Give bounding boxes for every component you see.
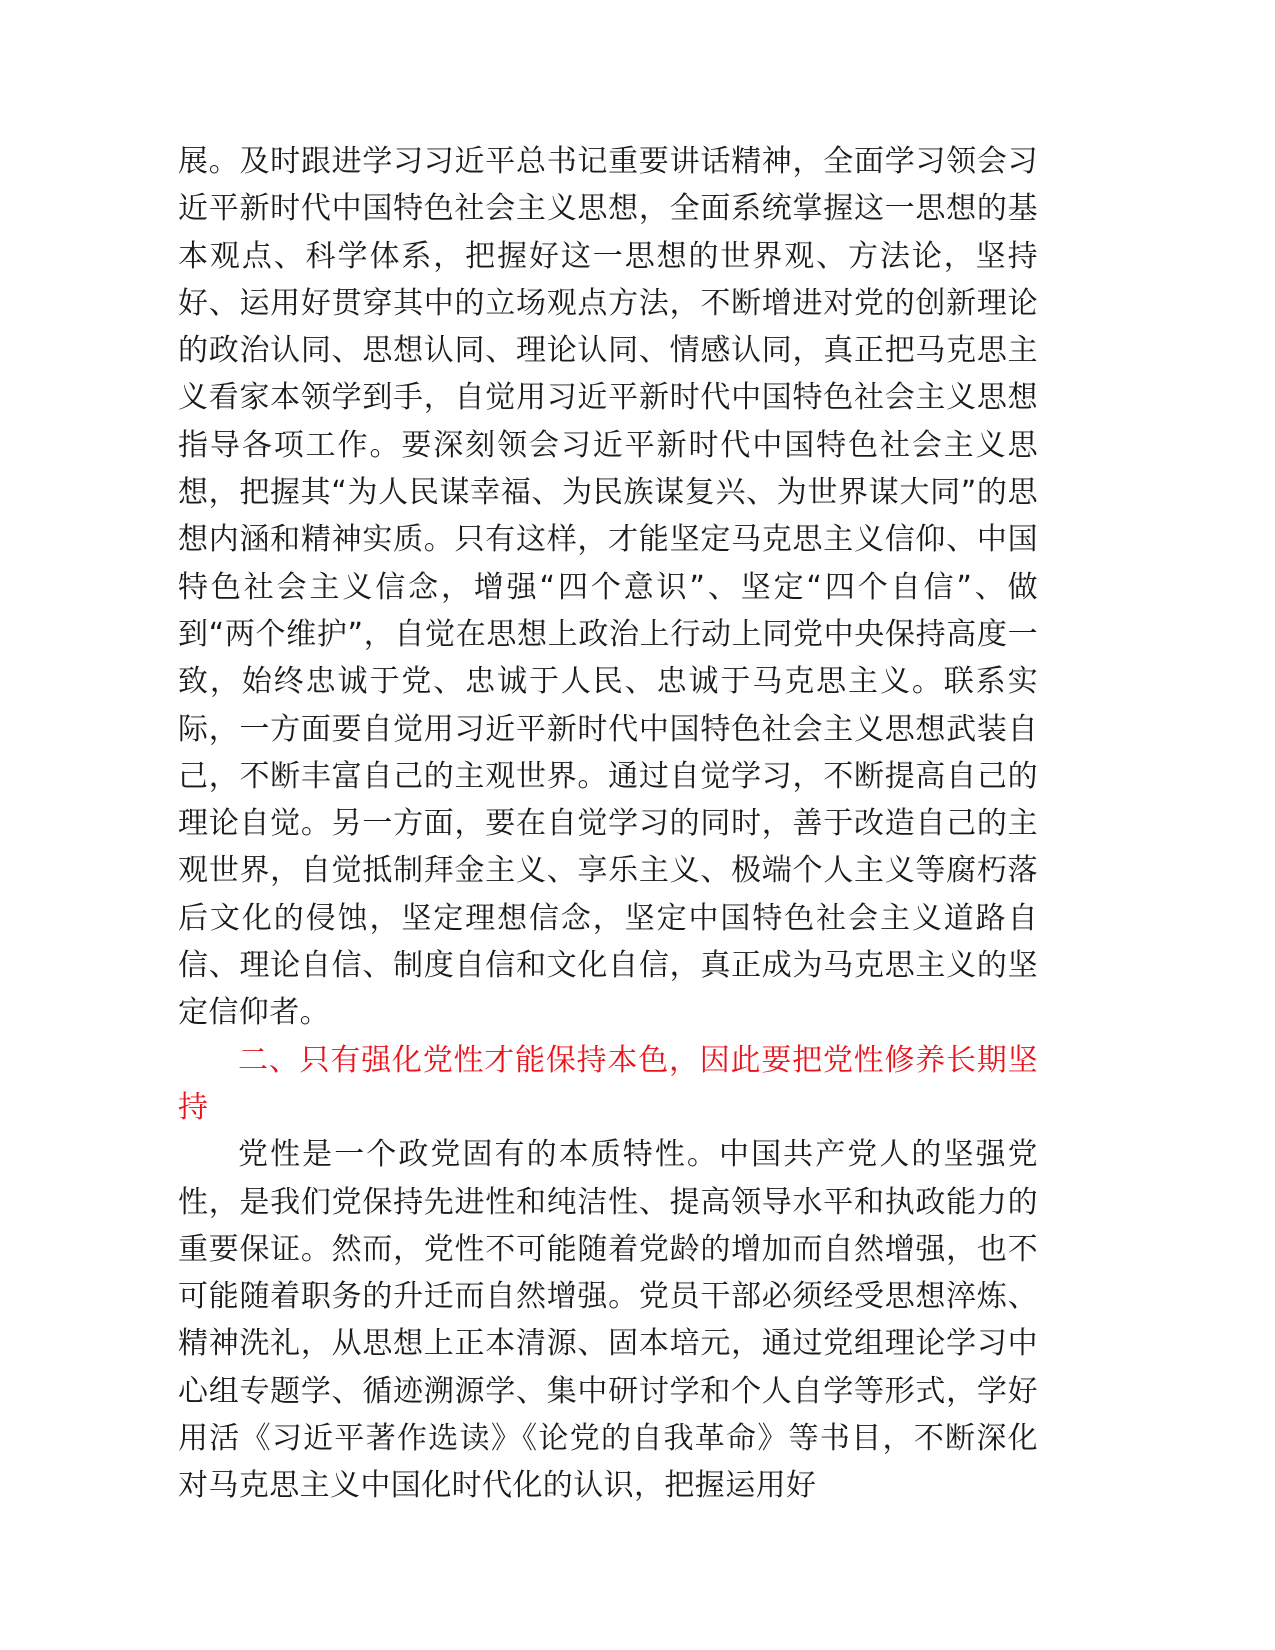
document-page (178, 138, 1038, 1510)
body-paragraph-continued: 展。及时跟进学习习近平总书记重要讲话精神，全面学习领会习近平新时代中国特色社会主义思想，全面系统掌握这一思想的基本观点、科学体系，把握好这一思想的世界观、方法论，坚持好、运用好贯穿其中的立场观点方法，不断增进对党的创新理论的政治认同、思想认同、理论认同、情感认同，真正把马克思主义看家本领学到手，自觉用习近平新时代中国特色社会主义思想指导各项工作。要深刻领会习近平新时代中国特色社会主义思想，把握其“为人民谋幸福、为民族谋复兴、为世界谋大同”的思想内涵和精神实质。只有这样，才能坚定马克思主义信仰、中国特色社会主义信念，增强“四个意识”、坚定“四个自信”、做到“两个维护”，自觉在思想上政治上行动上同党中央保持高度一致，始终忠诚于党、忠诚于人民、忠诚于马克思主义。联系实际，一方面要自觉用习近平新时代中国特色社会主义思想武装自己，不断丰富自己的主观世界。通过自觉学习，不断提高自己的理论自觉。另一方面，要在自觉学习的同时，善于改造自己的主观世界，自觉抵制拜金主义、享乐主义、极端个人主义等腐朽落后文化的侵蚀，坚定理想信念，坚定中国特色社会主义道路自信、理论自信、制度自信和文化自信，真正成为马克思主义的坚定信仰者。 (178, 144, 1038, 1031)
body-paragraph: 党性是一个政党固有的本质特性。中国共产党人的坚强党性，是我们党保持先进性和纯洁性、提高领导水平和执政能力的重要保证。然而，党性不可能随着党龄的增加而自然增强，也不可能随着职务的升迁而自然增强。党员干部必须经受思想淬炼、精神洗礼，从思想上正本清源、固本培元，通过党组理论学习中心组专题学、循迹溯源学、集中研讨学和个人自学等形式，学好用活《习近平著作选读》《论党的自我革命》等书目，不断深化对马克思主义中国化时代化的认识，把握运用好 (178, 1137, 1038, 1504)
section-heading: 二、只有强化党性才能保持本色，因此要把党性修养长期坚持 (178, 1042, 1038, 1125)
